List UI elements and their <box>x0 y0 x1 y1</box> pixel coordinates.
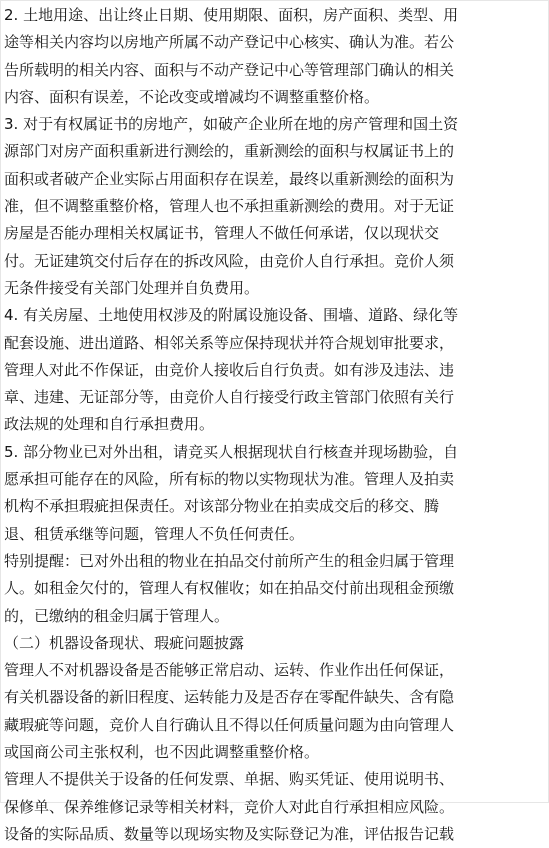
text-line: 设备的实际品质、数量等以现场实物及实际登记为准，评估报告记载 <box>4 824 455 843</box>
text-line: 有关机器设备的新旧程度、运转能力及是否存在零配件缺失、含有隐 <box>4 688 455 707</box>
text-line: 付。无证建筑交付后存在的拆改风险，由竞价人自行承担。竞价人须 <box>4 251 455 270</box>
text-line: 特别提醒：已对外出租的物业在拍品交付前所产生的租金归属于管理 <box>4 551 455 570</box>
text-line: 的，已缴纳的租金归属于管理人。 <box>4 606 230 625</box>
text-line: 2. 土地用途、出让终止日期、使用期限、面积，房产面积、类型、用 <box>4 6 459 24</box>
text-line: 告所载明的相关内容、面积与不动产登记中心等管理部门确认的相关 <box>4 60 455 79</box>
text-line: 内容、面积有误差，不论改变或增减均不调整重整价格。 <box>4 87 380 106</box>
text-line: 4. 有关房屋、土地使用权涉及的附属设施设备、围墙、道路、绿化等 <box>4 306 459 325</box>
text-line: 或国商公司主张权利，也不因此调整重整价格。 <box>4 743 320 762</box>
text-line: 管理人对此不作保证，由竞价人接收后自行负责。如有涉及违法、违 <box>4 360 455 379</box>
text-line: 配套设施、进出道路、相邻关系等应保持现状并符合规划审批要求， <box>4 333 455 352</box>
text-line: 面积或者破产企业实际占用面积存在误差，最终以重新测绘的面积为 <box>4 169 455 188</box>
text-line: 途等相关内容均以房地产所属不动产登记中心核实、确认为准。若公 <box>4 33 455 52</box>
text-line: 房屋是否能办理相关权属证书，管理人不做任何承诺，仅以现状交 <box>4 224 440 243</box>
text-line: 3. 对于有权属证书的房地产，如破产企业所在地的房产管理和国土资 <box>4 115 459 134</box>
text-line: 管理人不提供关于设备的任何发票、单据、购买凭证、使用说明书、 <box>4 770 455 789</box>
text-line: 管理人不对机器设备是否能够正常启动、运转、作业作出任何保证， <box>4 661 455 680</box>
text-line: 保修单、保养维修记录等相关材料，竞价人对此自行承担相应风险。 <box>4 797 455 816</box>
text-line: 5. 部分物业已对外出租，请竞买人根据现状自行核查并现场勘验，自 <box>4 442 459 461</box>
text-line: 准，但不调整重整价格，管理人也不承担重新测绘的费用。对于无证 <box>4 197 455 216</box>
text-line: 人。如租金欠付的，管理人有权催收；如在拍品交付前出现租金预缴 <box>4 579 455 598</box>
text-line: 无条件接受有关部门处理并自负费用。 <box>4 278 260 297</box>
document-body <box>4 2 547 848</box>
text-line: 藏瑕疵等问题，竞价人自行确认且不得以任何质量问题为由向管理人 <box>4 715 455 734</box>
text-line: 愿承担可能存在的风险，所有标的物以实物现状为准。管理人及拍卖 <box>4 470 455 489</box>
text-line: 章、违建、无证部分等，由竞价人自行接受行政主管部门依照有关行 <box>4 388 455 407</box>
section-heading: （二）机器设备现状、瑕疵问题披露 <box>4 633 245 652</box>
text-line: 政法规的处理和自行承担费用。 <box>4 415 215 434</box>
text-line: 机构不承担瑕疵担保责任。对该部分物业在拍卖成交后的移交、腾 <box>4 497 440 516</box>
text-line: 源部门对房产面积重新进行测绘的，重新测绘的面积与权属证书上的 <box>4 142 455 161</box>
text-line: 退、租赁承继等问题，管理人不负任何责任。 <box>4 524 305 543</box>
